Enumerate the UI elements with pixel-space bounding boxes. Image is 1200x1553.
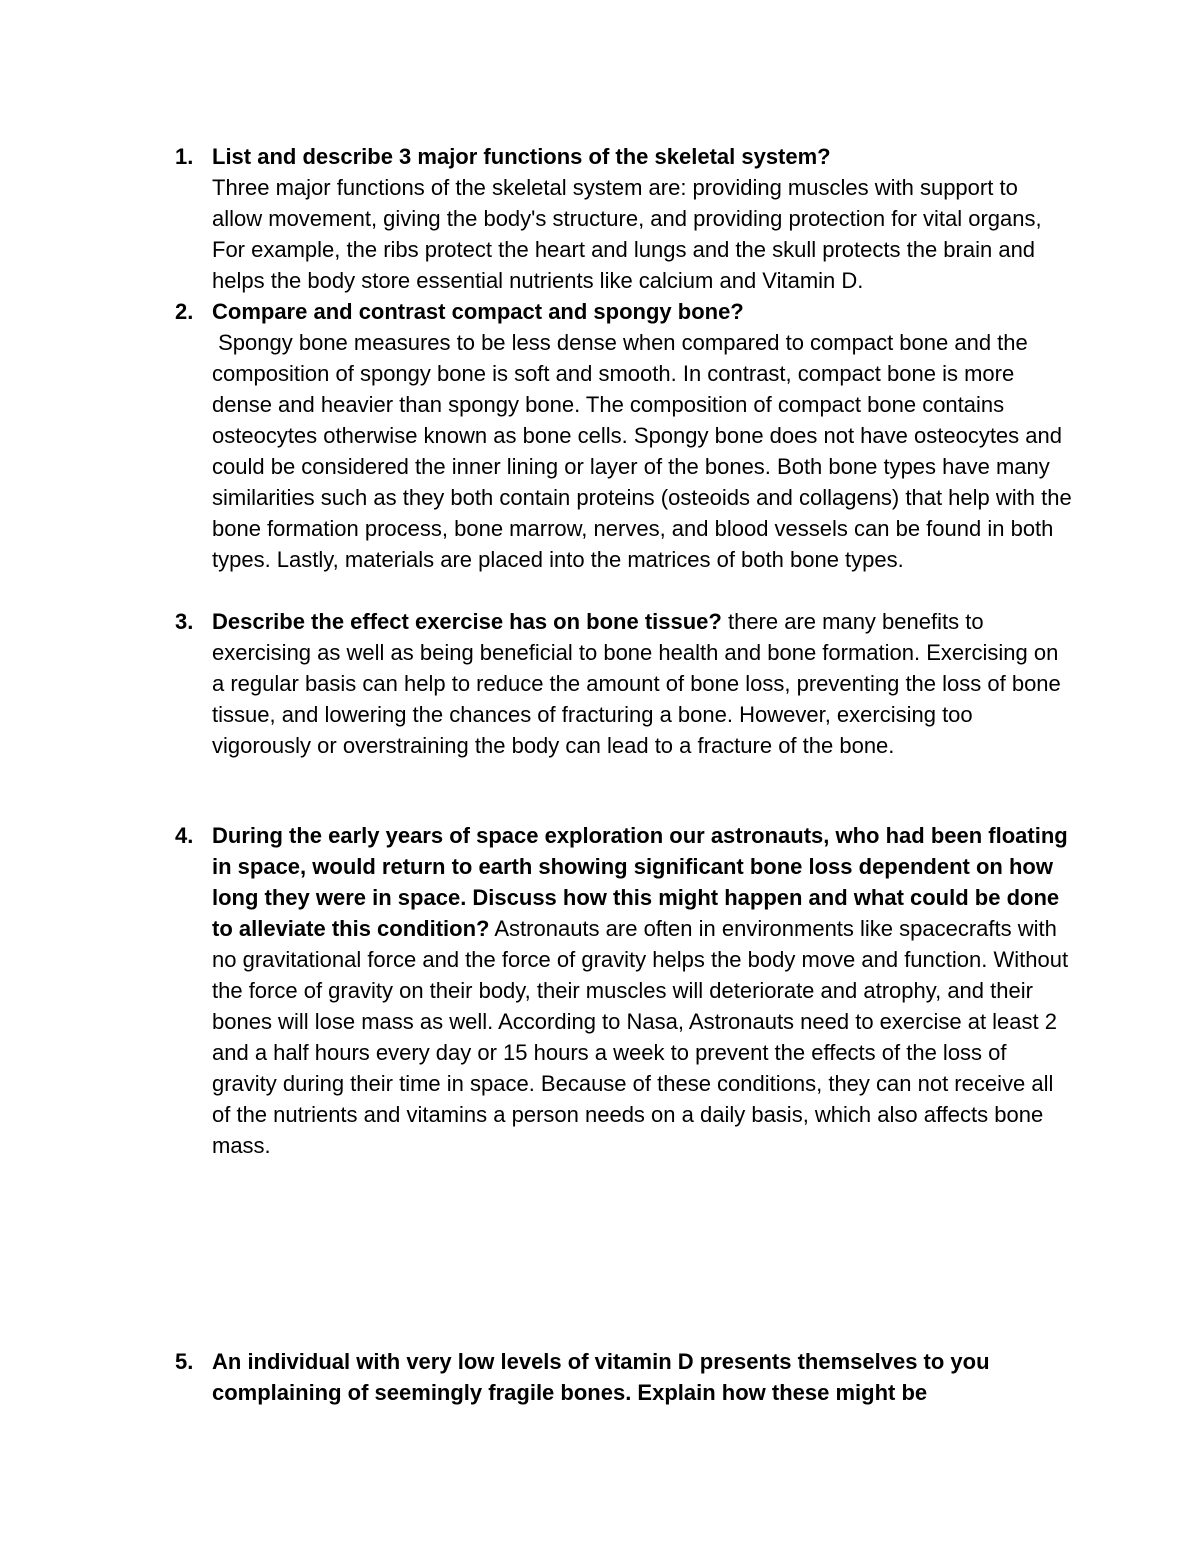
question-3 [175,606,1075,761]
question-number: 1. [175,144,194,169]
question-2 [175,296,1078,575]
question-number: 3. [175,609,194,634]
question-number: 4. [175,823,194,848]
answer-text: there are many benefits to exercising as well as being beneficial to bone health and bone formation. Exercising on a regular basis can help to reduce the amount of bone loss, preventing the loss of bone tissue, and lowering the chances of fracturing a bone. However, exercising too vigorously or overstraining the body can lead to a fracture of the bone. [212,609,1061,758]
question-4 [175,820,1075,1161]
question-text: Compare and contrast compact and spongy bone? [212,299,744,324]
question-text: Describe the effect exercise has on bone tissue? [212,609,722,634]
question-number: 2. [175,299,194,324]
question-number: 5. [175,1349,194,1374]
question-1 [175,141,1075,296]
question-text: List and describe 3 major functions of the skeletal system? [212,144,831,169]
question-text: An individual with very low levels of vitamin D presents themselves to you complaining of seemingly fragile bones. Explain how these might be [212,1349,990,1405]
question-5 [175,1346,1075,1408]
answer-text: Three major functions of the skeletal system are: providing muscles with support to allow movement, giving the body's structure, and providing protection for vital organs, For example, the ribs protect the heart and lungs and the skull protects the brain and helps the body store essential nutrients like calcium and Vitamin D. [212,175,1042,293]
question-text: During the early years of space exploration our astronauts, who had been floating in space, would return to earth showing significant bone loss dependent on how long they were in space. Discuss how this might happen and what could be done to alleviate this condition? [212,823,1068,941]
answer-text: Spongy bone measures to be less dense when compared to compact bone and the composition of spongy bone is soft and smooth. In contrast, compact bone is more dense and heavier than spongy bone. The composition of compact bone contains osteocytes otherwise known as bone cells. Spongy bone does not have osteocytes and could be considered the inner lining or layer of the bones. Both bone types have many similarities such as they both contain proteins (osteoids and collagens) that help with the bone formation process, bone marrow, nerves, and blood vessels can be found in both types. Lastly, materials are placed into the matrices of both bone types. [212,330,1078,572]
answer-text: Astronauts are often in environments like spacecrafts with no gravitational force and the force of gravity helps the body move and function. Without the force of gravity on their body, their muscles will deteriorate and atrophy, and their bones will lose mass as well. According to Nasa, Astronauts need to exercise at least 2 and a half hours every day or 15 hours a week to prevent the effects of the loss of gravity during their time in space. Because of these conditions, they can not receive all of the nutrients and vitamins a person needs on a daily basis, which also affects bone mass. [212,916,1069,1158]
